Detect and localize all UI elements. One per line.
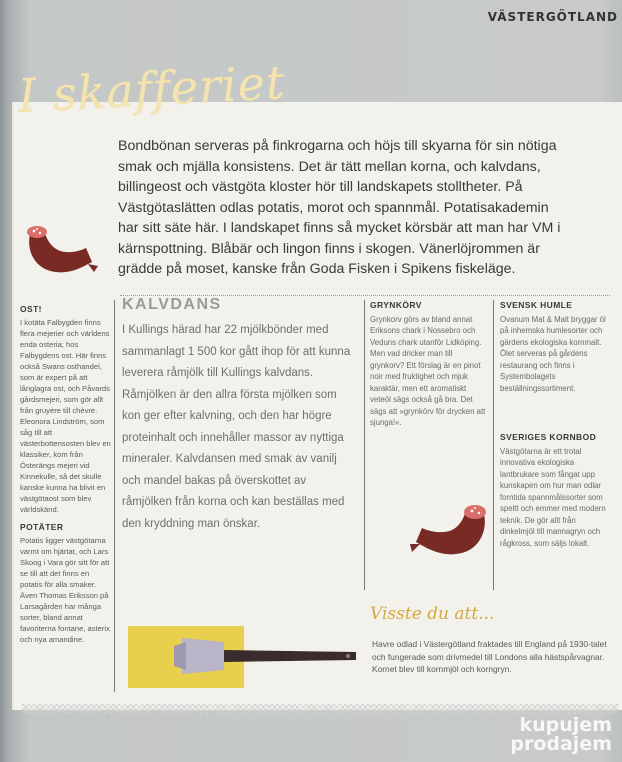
intro-paragraph: Bondbönan serveras på finkrogarna och höjs till skyarna för sin nötiga smak och mjälla konsistens. Det är tätt mellan korna, och kalvdans, billingeost och västgöta kloster hör till landskapets stolltheter. På Västgötaslätten odlas potatis, morot och spannmål. Potatisakademin har sitt säte här. I landskapet finns så mycket körsbär att man har VM i kärnspottning. Blåbär och lingon finns i skogen. Vänerlöjrommen är grädde på moset, kanske från Goda Fisken i Spikens fiskeläge. bbox=[118, 138, 561, 277]
sidebar-divider bbox=[114, 300, 115, 692]
grynkorv-text: Grynkorv görs av bland annat Eriksons chark i Nossebro och Veduns chark utanför Lidköping. Men vad dricker man till grynkorv? Ett förslag är en pinot noir med fruktighet och mjuk karaktär, men ett aromatiskt veteöl sägs också gå bra. Det sägs att »grynkörv för drycken att sjunga!«. bbox=[370, 314, 486, 427]
potater-heading: POTÄTER bbox=[20, 522, 64, 532]
watermark-line2: prodajem bbox=[510, 733, 612, 755]
kornbod-heading: SVERIGES KORNBOD bbox=[500, 432, 597, 442]
column-divider-2 bbox=[493, 300, 494, 590]
sausage-illustration-right bbox=[402, 502, 492, 566]
humle-section bbox=[500, 300, 612, 394]
cheese-slicer-illustration bbox=[126, 622, 362, 692]
humle-heading: SVENSK HUMLE bbox=[500, 300, 573, 310]
kalvdans-text: I Kullings härad har 22 mjölkbönder med sammanlagt 1 500 kor gått ihop för att kunna leverera råmjölk till Kullings kalvdans. Råmjölken är den allra första mjölken som kon ger efter kalvning, och den har högre proteinhalt och innehåller massor av nyttiga mineraler. Kalvdansen med smak av vanilj och mandel bakas på överskottet av råmjölken från korna och kan beställas med den kryddning man önskar. bbox=[122, 324, 351, 530]
ost-text: I kotäta Falbygden finns flera mejerier och världens enda osteria; hos Falbygdens ost. Här finns också Swans osthandel, som är expert på att långlagra ost, och Påvards gårdsmejeri, som gör allt från gruyère till chèvre. Eleonora Lindström, som såg till att västerbottensosten blev en klassiker, kom från Österängs mejeri vid Kinnekulle, så det skulle kanske kunna ha blivit en västgötaost som blev världskänd. bbox=[20, 318, 111, 514]
grynkorv-heading: GRYNKÖRV bbox=[370, 300, 422, 310]
grynkorv-section bbox=[370, 300, 488, 429]
sidebar-column bbox=[20, 304, 112, 652]
humle-text: Ovanum Mat & Malt bryggar öl på inhemska humlesorter och gärdens ekologiska kornmalt. Ölet serveras på gårdens restaurang och finns i Systembolagets beställningssortiment. bbox=[500, 314, 606, 393]
did-you-know-text: Havre odlad i Västergötland fraktades till England på 1930-talet och fungerade som drivmedel till Londons alla hästspårvagnar. Kornet blev till kornmjöl och korngryn. bbox=[372, 639, 607, 674]
watermark bbox=[510, 716, 612, 754]
ost-heading: OST! bbox=[20, 304, 42, 314]
kalvdans-section bbox=[122, 296, 358, 535]
kalvdans-heading: KALVDANS bbox=[122, 296, 222, 313]
sausage-illustration-left bbox=[22, 222, 104, 282]
did-you-know-heading: Visste du att... bbox=[370, 604, 495, 624]
page-title: I skafferiet bbox=[16, 55, 287, 123]
potater-text: Potatis ligger västgötarna varmt om hjärtat, och Lars Skoog i Vara gör sitt för att se till att det finns en potatis för alla smaker. Även Thomas Eriksson på Larsagården har många sorter, bland annat favoriterna fontane, asterix och nya amandine. bbox=[20, 536, 110, 644]
watermark-line1: kupujem bbox=[519, 714, 612, 736]
region-header: VÄSTERGÖTLAND bbox=[487, 10, 618, 24]
column-divider-1 bbox=[364, 300, 365, 590]
decorative-border bbox=[22, 704, 618, 714]
kornbod-text: Västgötarna är ett trotal innovativa ekologiska lantbrukare som fångat upp kunskapen om hur man odlar forntida spannmålssorter som speltt och emmer med modern teknik. De gör allt från dinkelmjöl till mannagryn och rågkross, som säljs lokalt. bbox=[500, 446, 606, 548]
kornbod-section bbox=[500, 432, 612, 549]
